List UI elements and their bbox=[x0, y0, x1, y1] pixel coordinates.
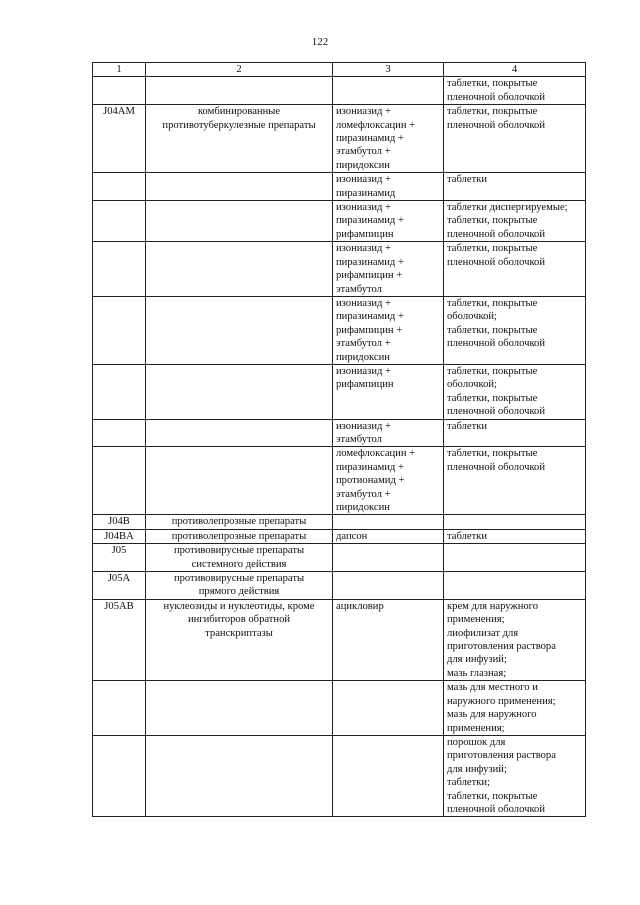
table-row bbox=[93, 447, 586, 515]
drug-name-cell bbox=[333, 77, 444, 105]
atc-code-cell: J05AB bbox=[93, 599, 146, 680]
group-name-cell bbox=[146, 735, 333, 816]
atc-code-cell bbox=[93, 681, 146, 736]
group-name-cell: противолепрозные препараты bbox=[146, 515, 333, 529]
atc-code-cell bbox=[93, 77, 146, 105]
column-header: 3 bbox=[333, 63, 444, 77]
dosage-form-cell: таблетки bbox=[444, 173, 586, 201]
group-name-cell: противовирусные препараты системного действия bbox=[146, 544, 333, 572]
drug-name-cell bbox=[333, 544, 444, 572]
table-row bbox=[93, 242, 586, 297]
dosage-form-cell bbox=[444, 515, 586, 529]
group-name-cell bbox=[146, 242, 333, 297]
atc-code-cell bbox=[93, 419, 146, 447]
dosage-form-cell: крем для наружного применения; лиофилизат для приготовления раствора для инфузий; мазь глазная; bbox=[444, 599, 586, 680]
drug-name-cell bbox=[333, 681, 444, 736]
table-row bbox=[93, 599, 586, 680]
drug-name-cell: изониазид + пиразинамид bbox=[333, 173, 444, 201]
column-header: 2 bbox=[146, 63, 333, 77]
dosage-form-cell: порошок для приготовления раствора для инфузий; таблетки; таблетки, покрытые пленочной оболочкой bbox=[444, 735, 586, 816]
drug-name-cell bbox=[333, 515, 444, 529]
table-row bbox=[93, 296, 586, 364]
table-row bbox=[93, 515, 586, 529]
dosage-form-cell: таблетки, покрытые оболочкой; таблетки, покрытые пленочной оболочкой bbox=[444, 364, 586, 419]
dosage-form-cell: таблетки, покрытые оболочкой; таблетки, покрытые пленочной оболочкой bbox=[444, 296, 586, 364]
table-row bbox=[93, 105, 586, 173]
table-row bbox=[93, 544, 586, 572]
drug-name-cell bbox=[333, 735, 444, 816]
dosage-form-cell: таблетки, покрытые пленочной оболочкой bbox=[444, 77, 586, 105]
atc-code-cell: J04BA bbox=[93, 529, 146, 543]
group-name-cell bbox=[146, 364, 333, 419]
dosage-form-cell: мазь для местного и наружного применения; мазь для наружного применения; bbox=[444, 681, 586, 736]
drug-name-cell: изониазид + ломефлоксацин + пиразинамид + этамбутол + пиридоксин bbox=[333, 105, 444, 173]
dosage-form-cell: таблетки, покрытые пленочной оболочкой bbox=[444, 447, 586, 515]
drug-table bbox=[92, 62, 586, 817]
drug-name-cell: ацикловир bbox=[333, 599, 444, 680]
drug-name-cell: изониазид + рифампицин bbox=[333, 364, 444, 419]
column-header: 4 bbox=[444, 63, 586, 77]
dosage-form-cell: таблетки диспергируемые; таблетки, покрытые пленочной оболочкой bbox=[444, 201, 586, 242]
atc-code-cell: J05 bbox=[93, 544, 146, 572]
group-name-cell: противовирусные препараты прямого действия bbox=[146, 572, 333, 600]
group-name-cell bbox=[146, 173, 333, 201]
group-name-cell bbox=[146, 447, 333, 515]
dosage-form-cell: таблетки bbox=[444, 419, 586, 447]
dosage-form-cell: таблетки, покрытые пленочной оболочкой bbox=[444, 242, 586, 297]
group-name-cell bbox=[146, 77, 333, 105]
drug-name-cell bbox=[333, 572, 444, 600]
group-name-cell bbox=[146, 201, 333, 242]
drug-name-cell: изониазид + пиразинамид + рифампицин + этамбутол + пиридоксин bbox=[333, 296, 444, 364]
group-name-cell: комбинированные противотуберкулезные препараты bbox=[146, 105, 333, 173]
atc-code-cell: J04AM bbox=[93, 105, 146, 173]
column-header: 1 bbox=[93, 63, 146, 77]
table-row bbox=[93, 419, 586, 447]
drug-name-cell: дапсон bbox=[333, 529, 444, 543]
dosage-form-cell: таблетки bbox=[444, 529, 586, 543]
atc-code-cell bbox=[93, 173, 146, 201]
drug-name-cell: ломефлоксацин + пиразинамид + протионамид + этамбутол + пиридоксин bbox=[333, 447, 444, 515]
atc-code-cell bbox=[93, 242, 146, 297]
page-number: 122 bbox=[311, 36, 329, 48]
table-row bbox=[93, 364, 586, 419]
table-row bbox=[93, 201, 586, 242]
atc-code-cell bbox=[93, 201, 146, 242]
group-name-cell bbox=[146, 296, 333, 364]
dosage-form-cell bbox=[444, 572, 586, 600]
header-row bbox=[93, 63, 586, 77]
table-row bbox=[93, 529, 586, 543]
table-row bbox=[93, 77, 586, 105]
drug-name-cell: изониазид + пиразинамид + рифампицин + этамбутол bbox=[333, 242, 444, 297]
group-name-cell: противолепрозные препараты bbox=[146, 529, 333, 543]
group-name-cell: нуклеозиды и нуклеотиды, кроме ингибиторов обратной транскриптазы bbox=[146, 599, 333, 680]
atc-code-cell bbox=[93, 296, 146, 364]
drug-name-cell: изониазид + пиразинамид + рифампицин bbox=[333, 201, 444, 242]
group-name-cell bbox=[146, 681, 333, 736]
table-row bbox=[93, 173, 586, 201]
group-name-cell bbox=[146, 419, 333, 447]
dosage-form-cell bbox=[444, 544, 586, 572]
atc-code-cell bbox=[93, 364, 146, 419]
table-row bbox=[93, 735, 586, 816]
dosage-form-cell: таблетки, покрытые пленочной оболочкой bbox=[444, 105, 586, 173]
atc-code-cell: J04B bbox=[93, 515, 146, 529]
atc-code-cell bbox=[93, 735, 146, 816]
table-row bbox=[93, 681, 586, 736]
atc-code-cell bbox=[93, 447, 146, 515]
table-row bbox=[93, 572, 586, 600]
atc-code-cell: J05A bbox=[93, 572, 146, 600]
drug-name-cell: изониазид + этамбутол bbox=[333, 419, 444, 447]
